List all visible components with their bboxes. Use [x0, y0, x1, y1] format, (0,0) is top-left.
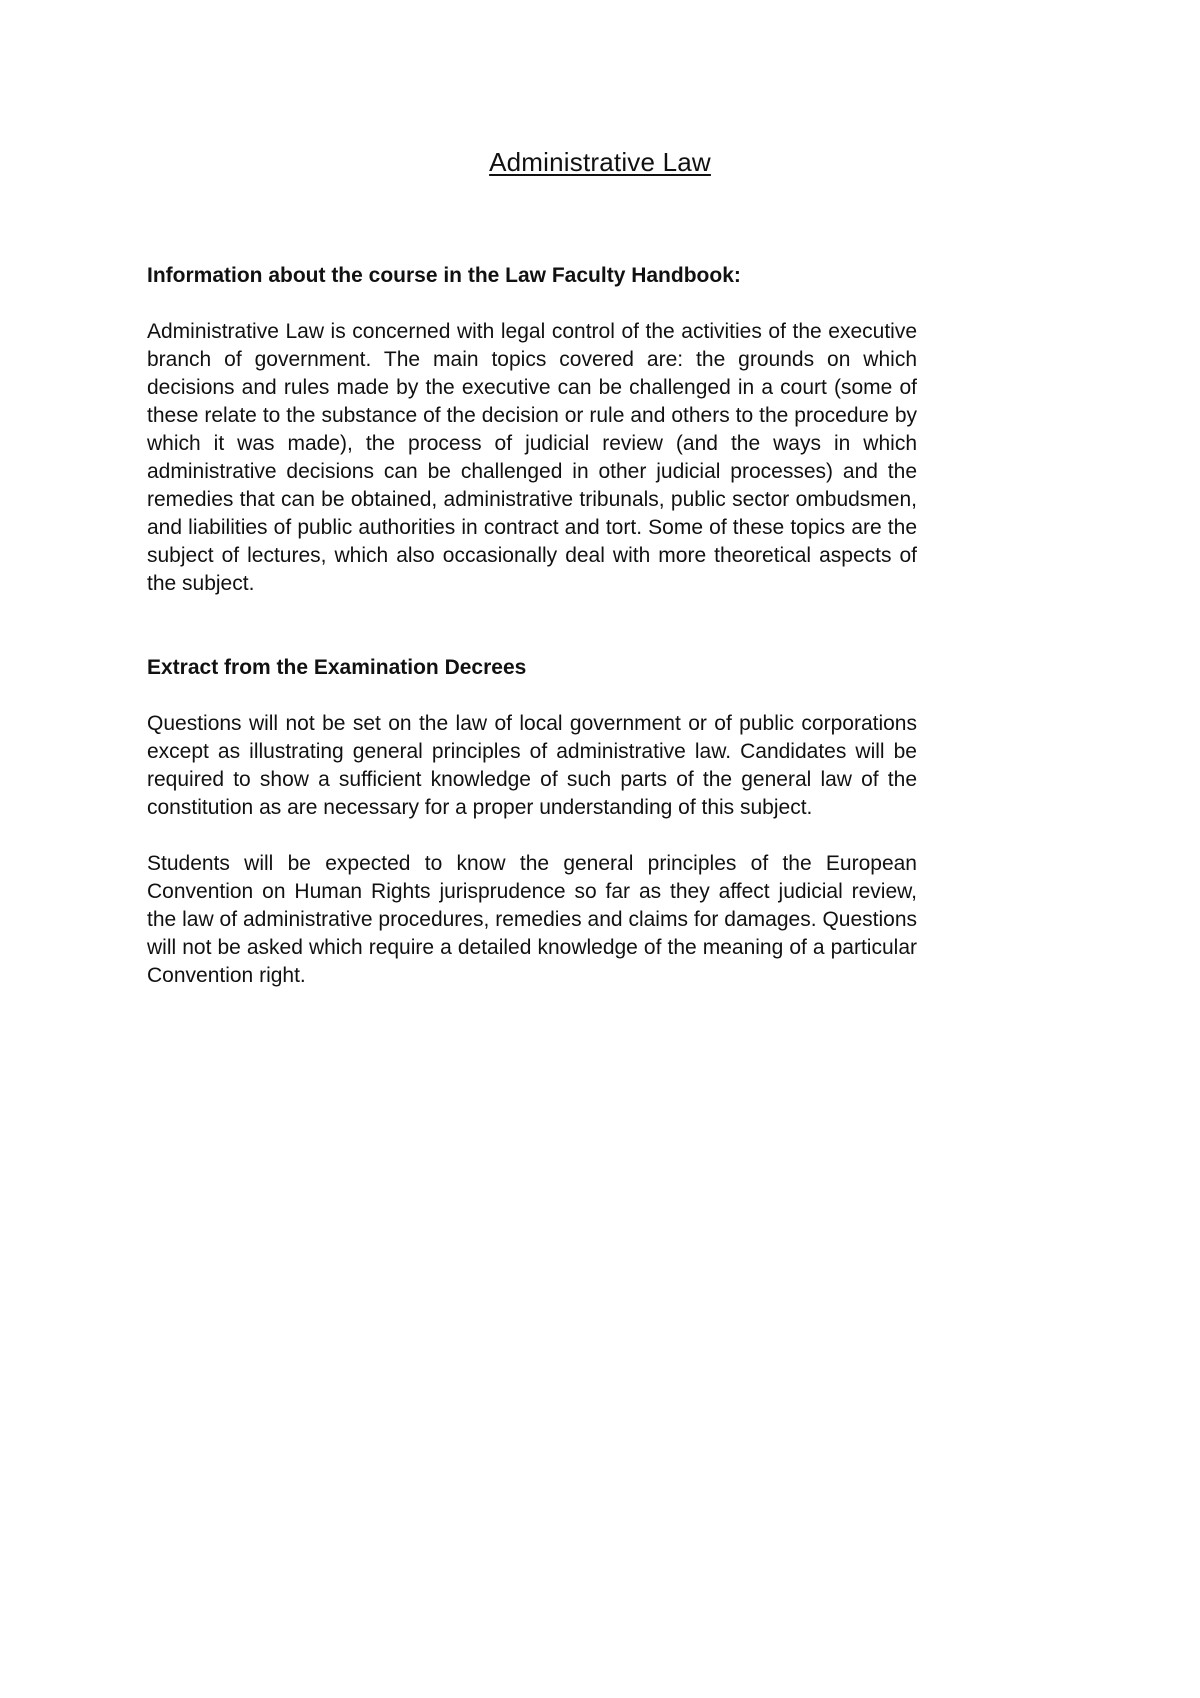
paragraph-handbook-info: Administrative Law is concerned with legal control of the activities of the executive branch of government. The main topics covered are: the grounds on which decisions and rules made by the executive can be challenged in a court (some of these relate to the substance of the decision or rule and others to the procedure by which it was made), the process of judicial review (and the ways in which administrative decisions can be challenged in other judicial processes) and the remedies that can be obtained, administrative tribunals, public sector ombudsmen, and liabilities of public authorities in contract and tort. Some of these topics are the subject of lectures, which also occasionally deal with more theoretical aspects of the subject.: [147, 320, 917, 595]
document-title: Administrative Law: [489, 147, 711, 177]
spacer: [147, 598, 917, 654]
section-heading-decrees: Extract from the Examination Decrees: [147, 656, 527, 679]
paragraph-decrees-1: Questions will not be set on the law of local government or of public corporations except as illustrating general principles of administrative law. Candidates will be required to show a sufficient knowledge of such parts of the general law of the constitution as are necessary for a proper understanding of this subject.: [147, 712, 917, 819]
document-body: [147, 262, 917, 990]
spacer: [147, 290, 917, 318]
paragraph-decrees-2: Students will be expected to know the general principles of the European Convention on Human Rights jurisprudence so far as they affect judicial review, the law of administrative procedures, remedies and claims for damages. Questions will not be asked which require a detailed knowledge of the meaning of a particular Convention right.: [147, 852, 917, 987]
spacer: [147, 822, 917, 850]
spacer: [147, 682, 917, 710]
section-heading-handbook: Information about the course in the Law Faculty Handbook:: [147, 264, 741, 287]
